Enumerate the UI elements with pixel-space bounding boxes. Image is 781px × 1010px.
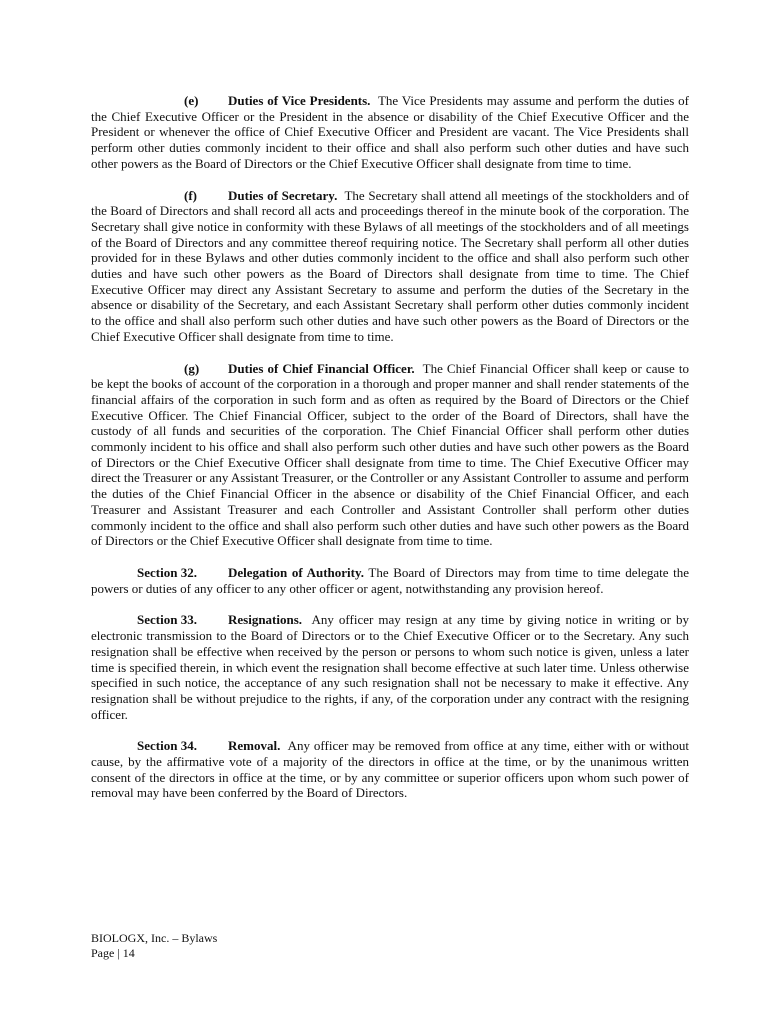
section-text: Any officer may be removed from office at any time, either with or without cause, by the affirmative vote of a majority of the directors in office at the time, or by the unanimous written consent of the directors in office at the time, or by any committee or superior officers upon whom such power of removal may have been conferred by the Board of Directors. xyxy=(91,738,689,801)
paragraph-label: (e) xyxy=(184,93,199,108)
section-heading: Delegation of Authority. xyxy=(228,564,364,580)
paragraph-text: The Vice Presidents may assume and perform the duties of the Chief Executive Officer or the President in the absence or disability of the Chief Executive Officer and the President or whenever the office of Chief Executive Officer and President are vacant. The Vice Presidents shall perform other duties commonly incident to their office and shall also perform such other duties and have such other powers as the Board of Directors or the Chief Executive Officer shall designate from time to time. xyxy=(91,93,690,171)
paragraph-heading: Duties of Secretary. xyxy=(228,187,338,203)
footer-company: BIOLOGX, Inc. – Bylaws xyxy=(91,931,218,945)
section-text: Any officer may resign at any time by giving notice in writing or by electronic transmission to the Board of Directors or to the Chief Executive Officer or to the Secretary. Any such resignation shall be effective when received by the person or persons to whom such notice is given, unless a later time is specified therein, in which event the resignation shall become effective at such later time. Unless otherwise specified in such notice, the acceptance of any such resignation shall not be necessary to make it effective. Any resignation shall be without prejudice to the rights, if any, of the corporation under any contract with the resigning officer. xyxy=(91,612,689,722)
paragraph-heading: Duties of Chief Financial Officer. xyxy=(228,360,415,376)
paragraph-duties-cfo xyxy=(91,361,689,549)
paragraph-label: (f) xyxy=(184,187,197,203)
section-33-resignations xyxy=(91,612,689,722)
section-label: Section 33. xyxy=(137,612,197,628)
paragraph-label: (g) xyxy=(184,360,200,376)
section-32-delegation xyxy=(91,565,689,596)
paragraph-text: The Chief Financial Officer shall keep or cause to be kept the books of account of the corporation in a thorough and proper manner and shall render statements of the financial affairs of the corporation in such form and as often as required by the Board of Directors or the Chief Executive Officer. The Chief Financial Officer, subject to the order of the Board of Directors, shall have the custody of all funds and securities of the corporation. The Chief Financial Officer shall perform other duties commonly incident to his office and shall also perform such other duties and have such other powers as the Board of Directors or the Chief Executive Officer shall designate from time to time. The Chief Executive Officer may direct the Treasurer or any Assistant Treasurer, or the Controller or any Assistant Controller to assume and perform the duties of the Chief Financial Officer in the absence or disability of the Chief Financial Officer, and each Treasurer and Assistant Treasurer and each Controller and Assistant Controller shall perform other duties commonly incident to the office and shall also perform such other duties and have such other powers as the Board of Directors or the Chief Executive Officer shall designate from time to time. xyxy=(91,360,690,549)
section-label: Section 34. xyxy=(137,738,197,754)
section-text: The Board of Directors may from time to time delegate the powers or duties of any officer to any other officer or agent, notwithstanding any provision hereof. xyxy=(91,564,690,596)
paragraph-duties-secretary xyxy=(91,188,689,345)
section-label: Section 32. xyxy=(137,564,197,580)
document-body xyxy=(91,93,689,801)
paragraph-heading: Duties of Vice Presidents. xyxy=(228,93,371,108)
section-heading: Removal. xyxy=(228,738,281,754)
page-footer xyxy=(91,931,217,961)
paragraph-duties-vice-presidents xyxy=(91,93,689,172)
footer-page-number: Page | 14 xyxy=(91,946,135,960)
section-34-removal xyxy=(91,738,689,801)
section-heading: Resignations. xyxy=(228,612,303,628)
paragraph-text: The Secretary shall attend all meetings of the stockholders and of the Board of Directors and shall record all acts and proceedings thereof in the minute book of the corporation. The Secretary shall give notice in conformity with these Bylaws of all meetings of the stockholders and of all meetings of the Board of Directors and any committee thereof requiring notice. The Secretary shall perform all other duties provided for in these Bylaws and other duties commonly incident to the office and shall also perform such other duties and have such other powers as the Board of Directors shall designate from time to time. The Chief Executive Officer may direct any Assistant Secretary to assume and perform the duties of the Secretary in the absence or disability of the Secretary, and each Assistant Secretary shall perform other duties commonly incident to the office and shall also perform such other duties and have such other powers as the Board of Directors or the Chief Executive Officer shall designate from time to time. xyxy=(91,187,689,344)
